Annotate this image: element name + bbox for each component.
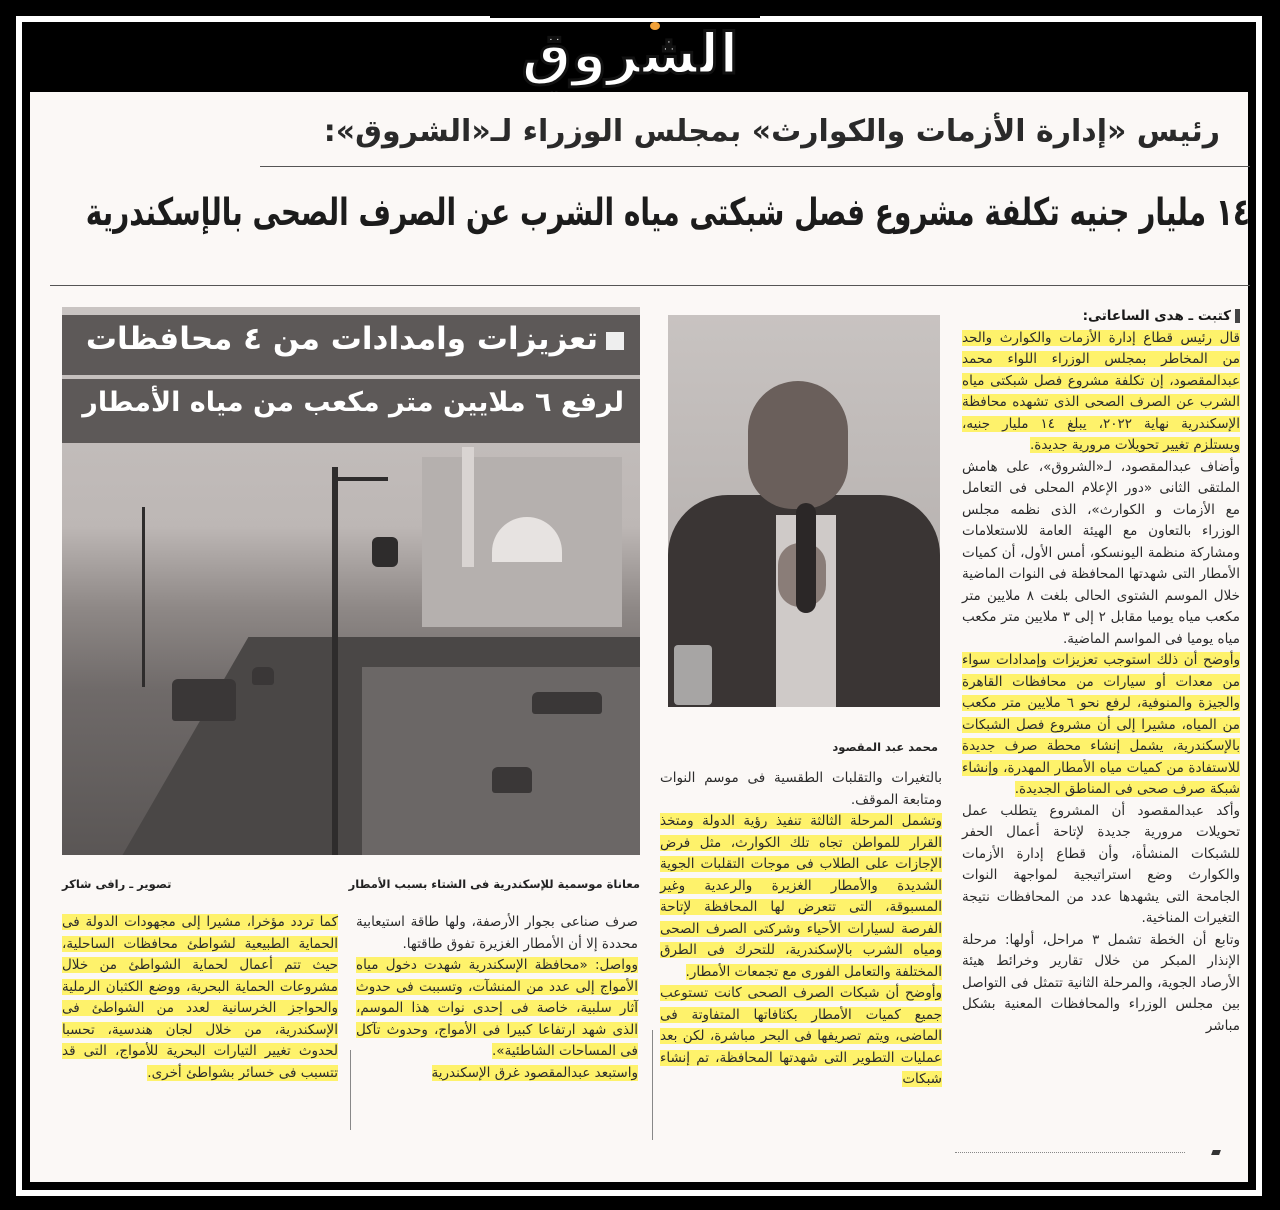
paragraph: وأوضح أن ذلك استوجب تعزيزات وإمدادات سواء من معدات أو سيارات من محافظات القاهرة والجيزة والمنوفية، لرفع نحو ٦ ملايين متر مكعب من المياه، مشيرا إلى أن مشروع فصل الشبكات بالإسكندرية، يشمل إنشاء محطة صرف جديدة للاستفادة من كميات مياه الأمطار المهدرة، وإنشاء شبكة صرف صحى فى المناطق الجديدة. xyxy=(962,652,1240,797)
lamp-post xyxy=(332,467,338,855)
street-photo-caption: معاناة موسمية للإسكندرية فى الشتاء بسبب الأمطار xyxy=(348,877,640,891)
paragraph: وواصل: «محافظة الإسكندرية شهدت دخول مياه الأمواج إلى عدد من المنشآت، وتسببت فى حدوث آثار سلبية، خاصة فى إحدى نوات هذا الموسم، الذى شهد ارتفاعا كبيرا فى الأمواج، وحدوث تآكل فى المساحات الشاطئية». xyxy=(356,957,638,1059)
kicker-rule xyxy=(260,166,1250,167)
subhead-2: لرفع ٦ ملايين متر مكعب من مياه الأمطار xyxy=(82,387,624,418)
minaret-shape xyxy=(462,447,474,567)
article-kicker: رئيس «إدارة الأزمات والكوارث» بمجلس الوزراء لـ«الشروق»: xyxy=(323,114,1220,149)
article-headline: ١٤ مليار جنيه تكلفة مشروع فصل شبكتى مياه الشرب عن الصرف الصحى بالإسكندرية xyxy=(85,190,1250,235)
paragraph: واستبعد عبدالمقصود غرق الإسكندرية xyxy=(431,1064,638,1081)
logo-text: الشروق xyxy=(521,22,739,87)
lamp-arm xyxy=(338,477,388,481)
microphone-shape xyxy=(796,503,816,613)
paragraph: كما تردد مؤخرا، مشيرا إلى مجهودات الدولة فى الحماية الطبيعية لشواطئ محافظات الساحلية، حيث تتم أعمال لحماية الشواطئ من خلال مشروعات الحماية البحرية، ووضع الكثبان الرملية والحواجز الخرسانية لعدد من الشواطئ فى الإسكندرية، من خلال لجان هندسية، تحسبا لحدوث تغيير التيارات البحرية للأمواج، التى قد تتسبب فى خسائر بشواطئ أخرى. xyxy=(62,914,338,1081)
lamp-post-small xyxy=(142,507,145,687)
glass-shape xyxy=(674,645,712,705)
paragraph: بالتغيرات والتقلبات الطقسية فى موسم النوات ومتابعة الموقف. xyxy=(660,770,942,808)
street-photo xyxy=(62,307,640,855)
car-shape xyxy=(252,667,274,685)
paragraph: وتابع أن الخطة تشمل ٣ مراحل، أولها: مرحلة الإنذار المبكر من خلال تقارير وخرائط هيئة الأرصاد الجوية، والمرحلة الثانية تتمثل فى التواصل بين مجلس الوزراء والمحافظات المعنية بشكل مباشر xyxy=(962,931,1241,1034)
car-shape xyxy=(532,692,602,714)
paragraph: وأوضح أن شبكات الصرف الصحى كانت تستوعب جميع كميات الأمطار بكثافاتها المتفاوتة فى الماضى، ويتم تصريفها فى البحر مباشرة، لكن بعد عمليات التطوير التى شهدتها المحافظة، تم إنشاء شبكات xyxy=(660,985,942,1087)
paragraph: وأكد عبدالمقصود أن المشروع يتطلب عمل تحويلات مرورية جديدة لإتاحة أعمال الحفر للشبكات المنشأة، وأن قطاع إدارة الأزمات والكوارث وضع استراتيجية لمواجهة النوات الجامحة التى يشهدها عدد من المحافظات نتيجة التغيرات المناخية. xyxy=(962,802,1240,926)
photo-credit: تصوير ـ رافى شاكر xyxy=(62,877,172,891)
byline: كتبت ـ هدى الساعاتى: xyxy=(1082,308,1231,324)
article-column-2 xyxy=(660,768,942,1091)
paragraph: وتشمل المرحلة الثالثة تنفيذ رؤية الدولة ومتخذ القرار للمواطن تجاه تلك الكوارث، مثل فرض الإجازات على الطلاب فى موجات التقلبات الجوية الشديدة والأمطار الغزيرة والرعدية وغير المسبوقة، التى تتعرض لها المحافظة لإتاحة الفرصة لسيارات الأحياء وشركتى الصرف الصحى ومياه الشرب بالإسكندرية، للتحرك فى الطرق المختلفة والتعامل الفورى مع تجمعات الأمطار. xyxy=(660,813,942,980)
bullet-square-icon xyxy=(606,332,624,350)
portrait-caption: محمد عبد المقصود xyxy=(832,740,938,754)
car-shape xyxy=(492,767,532,793)
subhead-banner-1 xyxy=(62,315,640,375)
article-column-3 xyxy=(356,912,638,1084)
lamp-head xyxy=(372,537,398,567)
portrait-photo xyxy=(668,315,940,707)
paragraph: صرف صناعى بجوار الأرصفة، ولها طاقة استيعابية محددة إلا أن الأمطار الغزيرة تفوق طاقتها. xyxy=(356,914,638,952)
article-column-4 xyxy=(62,912,338,1084)
paragraph: وأضاف عبدالمقصود، لـ«الشروق»، على هامش الملتقى الثانى «دور الإعلام المحلى فى التعامل مع الأزمات و الكوارث»، الذى نظمه مجلس الوزراء بالتعاون مع الهيئة العامة للاستعلامات ومشاركة منظمة اليونسكو، أمس الأول، أن كميات الأمطار التى شهدتها المحافظة فى النوات الماضية خلال الموسم الشتوى الحالى بلغت ٨ ملايين متر مكعب مياه يوميا مقابل ٢ إلى ٣ ملايين متر مكعب مياه يوميا فى المواسم الماضية. xyxy=(962,458,1240,647)
logo-band xyxy=(490,0,760,18)
dotted-separator xyxy=(955,1152,1185,1153)
head-shape xyxy=(748,381,848,509)
byline-marker xyxy=(1235,309,1240,323)
subhead-banner-2 xyxy=(62,379,640,443)
subhead-1: تعزيزات وامدادات من ٤ محافظات xyxy=(85,321,598,357)
paragraph: قال رئيس قطاع إدارة الأزمات والكوارث والحد من المخاطر بمجلس الوزراء اللواء محمد عبدالمقصود، إن تكلفة مشروع فصل شبكتى مياه الشرب عن الصرف الصحى الذى تشهده محافظة الإسكندرية نهاية ٢٠٢٢، يبلغ ١٤ مليار جنيه، ويستلزم تغيير تحويلات مرورية جديدة. xyxy=(962,329,1240,453)
column-divider xyxy=(350,1050,351,1130)
column-divider xyxy=(652,1030,653,1140)
article-column-1 xyxy=(962,306,1240,1037)
car-shape xyxy=(172,679,236,721)
headline-rule xyxy=(50,285,1250,286)
